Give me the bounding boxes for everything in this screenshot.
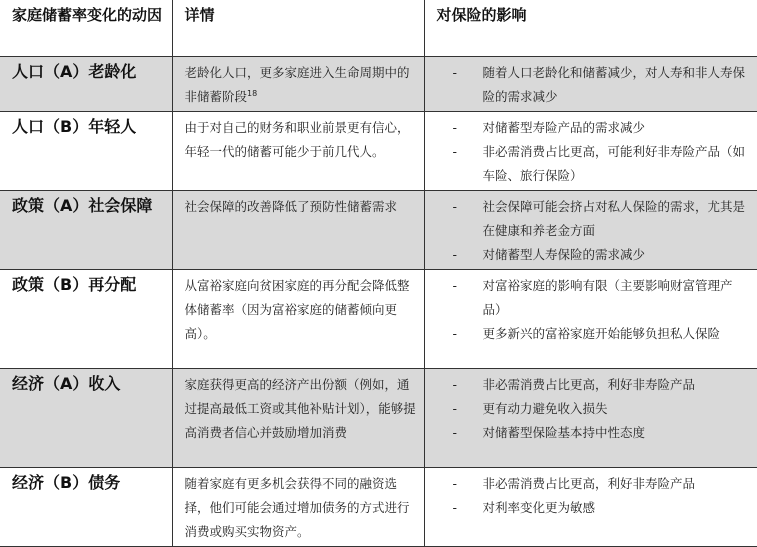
driver-cell: 政策（B）再分配 bbox=[0, 269, 172, 368]
dash-marker: - bbox=[452, 143, 458, 159]
impact-item: - 社会保障可能会挤占对私人保险的需求，尤其是在健康和养老金方面 bbox=[437, 195, 752, 243]
header-detail: 详情 bbox=[172, 0, 424, 56]
driver-cell: 政策（A）社会保障 bbox=[0, 190, 172, 269]
impact-item: - 对储蓄型寿险产品的需求减少 bbox=[437, 116, 752, 140]
table-row bbox=[0, 111, 757, 190]
header-impact: 对保险的影响 bbox=[424, 0, 757, 56]
footnote-ref: 18 bbox=[247, 88, 258, 98]
header-driver: 家庭储蓄率变化的动因 bbox=[0, 0, 172, 56]
driver-cell: 人口（A）老龄化 bbox=[0, 56, 172, 111]
table-row bbox=[0, 467, 757, 546]
impact-item: - 随着人口老龄化和储蓄减少，对人寿和非人寿保险的需求减少 bbox=[437, 61, 752, 109]
dash-marker: - bbox=[452, 376, 458, 392]
detail-cell: 社会保障的改善降低了预防性储蓄需求 bbox=[172, 190, 424, 269]
detail-cell: 家庭获得更高的经济产出份额（例如，通过提高最低工资或其他补贴计划），能够提高消费者信心并鼓励增加消费 bbox=[172, 368, 424, 467]
dash-marker: - bbox=[452, 198, 458, 214]
table-row bbox=[0, 269, 757, 368]
impact-cell bbox=[424, 269, 757, 368]
dash-marker: - bbox=[452, 325, 458, 341]
impact-cell bbox=[424, 56, 757, 111]
dash-marker: - bbox=[452, 119, 458, 135]
impact-item: - 对富裕家庭的影响有限（主要影响财富管理产品） bbox=[437, 274, 752, 322]
impact-item: - 对利率变化更为敏感 bbox=[437, 496, 752, 520]
dash-marker: - bbox=[452, 475, 458, 491]
dash-marker: - bbox=[452, 64, 458, 80]
driver-cell: 人口（B）年轻人 bbox=[0, 111, 172, 190]
detail-text: 老龄化人口，更多家庭进入生命周期中的非储蓄阶段 bbox=[184, 64, 410, 104]
driver-cell: 经济（A）收入 bbox=[0, 368, 172, 467]
impact-item: - 非必需消费占比更高，可能利好非寿险产品（如车险、旅行保险） bbox=[437, 140, 752, 188]
dash-marker: - bbox=[452, 499, 458, 515]
impact-item: - 更有动力避免收入损失 bbox=[437, 397, 752, 421]
table-row bbox=[0, 368, 757, 467]
dash-marker: - bbox=[452, 424, 458, 440]
header-row bbox=[0, 0, 757, 56]
table-row bbox=[0, 56, 757, 111]
detail-cell: 由于对自己的财务和职业前景更有信心，年轻一代的储蓄可能少于前几代人。 bbox=[172, 111, 424, 190]
dash-marker: - bbox=[452, 400, 458, 416]
dash-marker: - bbox=[452, 277, 458, 293]
impact-item: - 对储蓄型人寿保险的需求减少 bbox=[437, 243, 752, 267]
impact-cell bbox=[424, 467, 757, 546]
impact-item: - 对储蓄型保险基本持中性态度 bbox=[437, 421, 752, 445]
detail-cell bbox=[172, 56, 424, 111]
impact-item: - 更多新兴的富裕家庭开始能够负担私人保险 bbox=[437, 322, 752, 346]
impact-cell bbox=[424, 368, 757, 467]
table-row bbox=[0, 190, 757, 269]
driver-cell: 经济（B）债务 bbox=[0, 467, 172, 546]
impact-item: - 非必需消费占比更高，利好非寿险产品 bbox=[437, 373, 752, 397]
impact-cell bbox=[424, 111, 757, 190]
dash-marker: - bbox=[452, 246, 458, 262]
impact-item: - 非必需消费占比更高，利好非寿险产品 bbox=[437, 472, 752, 496]
impact-cell bbox=[424, 190, 757, 269]
detail-cell: 从富裕家庭向贫困家庭的再分配会降低整体储蓄率（因为富裕家庭的储蓄倾向更高）。 bbox=[172, 269, 424, 368]
detail-cell: 随着家庭有更多机会获得不同的融资选择，他们可能会通过增加债务的方式进行消费或购买实物资产。 bbox=[172, 467, 424, 546]
